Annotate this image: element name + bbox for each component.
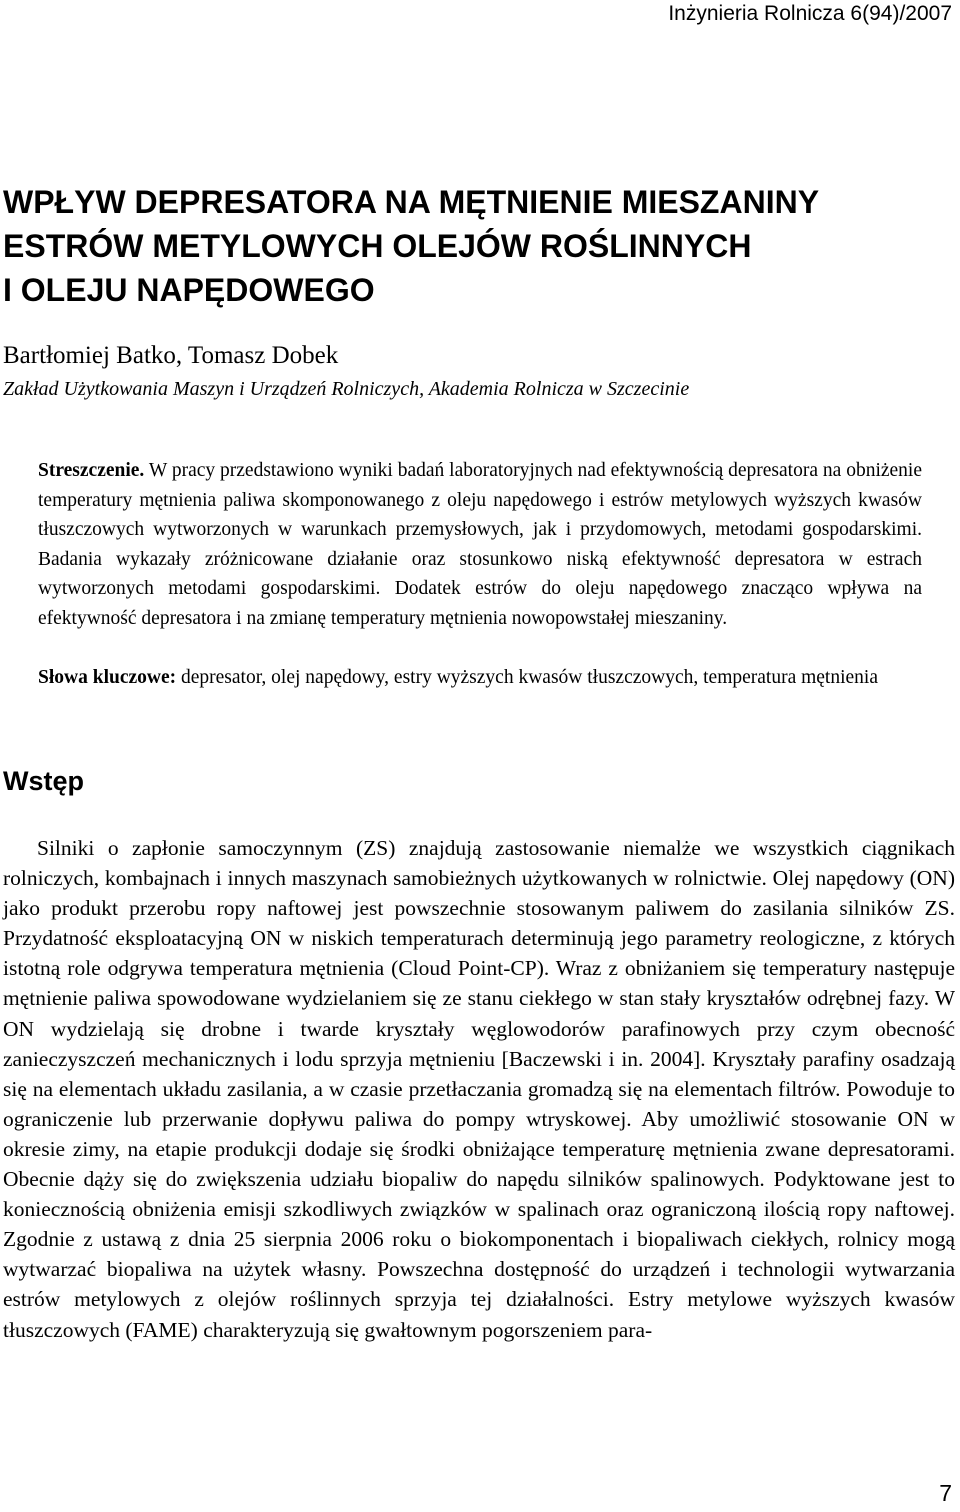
article-title [3,180,953,312]
section-heading-introduction: Wstęp [3,766,84,796]
keywords-label: Słowa kluczowe: [38,667,177,688]
abstract-label: Streszczenie. [38,460,145,481]
introduction-paragraph: Silniki o zapłonie samoczynnym (ZS) znajdują zastosowanie niemalże we wszystkich ciągnikach rolniczych, kombajnach i innych maszynach samobieżnych użytkowanych w rolnictwie. Olej napędowy (ON) jako produkt przerobu ropy naftowej jest powszechnie stosowanym paliwem do zasilania silników ZS. Przydatność eksploatacyjną ON w niskich temperaturach determinują jego parametry reologiczne, z których istotną role odgrywa temperatura mętnienia (Cloud Point-CP). Wraz z obniżaniem się temperatury następuje mętnienie paliwa spowodowane wydzielaniem się ze stanu ciekłego w stan stały kryształów odrębnej fazy. W ON wydzielają się drobne i twarde kryształy węglowodorów parafinowych przy czym obecność zanieczyszczeń mechanicznych i lodu sprzyja mętnieniu [Baczewski i in. 2004]. Kryształy parafiny osadzają się na elementach układu zasilania, a w czasie przetłaczania gromadzą się na elementach filtrów. Powoduje to ograniczenie lub przerwanie dopływu paliwa do pompy wtryskowej. Aby umożliwić stosowanie ON w okresie zimy, na etapie produkcji dodaje się środki obniżające temperaturę mętnienia zwane depresatorami. Obecnie dąży się do zwiększenia udziału biopaliw do napędu silników spalinowych. Podyktowane jest to koniecznością obniżenia emisji szkodliwych związków w spalinach oraz ograniczoną ilością ropy naftowej. Zgodnie z ustawą z dnia 25 sierpnia 2006 roku o biokomponentach i biopaliwach ciekłych, rolnicy mogą wytwarzać biopaliwa na użytek własny. Powszechna dostępność do urządzeń i technologii wytwarzania estrów metylowych z olejów roślinnych sprzyja tej działalności. Estry metylowe wyższych kwasów tłuszczowych (FAME) charakteryzują się gwałtownym pogorszeniem para- [3,836,955,1342]
title-line-1: WPŁYW DEPRESATORA NA MĘTNIENIE MIESZANINY [3,184,820,220]
authors: Bartłomiej Batko, Tomasz Dobek [3,342,339,369]
title-line-2: ESTRÓW METYLOWYCH OLEJÓW ROŚLINNYCH [3,228,752,264]
title-line-3: I OLEJU NAPĘDOWEGO [3,272,375,308]
keywords [38,663,922,693]
abstract [38,456,922,633]
keywords-text: depresator, olej napędowy, estry wyższych kwasów tłuszczowych, temperatura mętnienia [181,667,878,688]
journal-running-head: Inżynieria Rolnicza 6(94)/2007 [668,2,952,25]
page-number: 7 [939,1480,952,1506]
abstract-text: W pracy przedstawiono wyniki badań laboratoryjnych nad efektywnością depresatora na obniżenie temperatury mętnienia paliwa skomponowanego z oleju napędowego i estrów metylowych wyższych kwasów tłuszczowych wytworzonych w warunkach przemysłowych, jak i przydomowych, metodami gospodarskimi. Badania wykazały zróżnicowane działanie oraz stosunkowo niską efektywność depresatora w estrach wytworzonych metodami gospodarskimi. Dodatek estrów do oleju napędowego znacząco wpływa na efektywność depresatora i na zmianę temperatury mętnienia nowopowstałej mieszaniny. [38,460,922,629]
affiliation: Zakład Użytkowania Maszyn i Urządzeń Rolniczych, Akademia Rolnicza w Szczecinie [3,378,690,400]
